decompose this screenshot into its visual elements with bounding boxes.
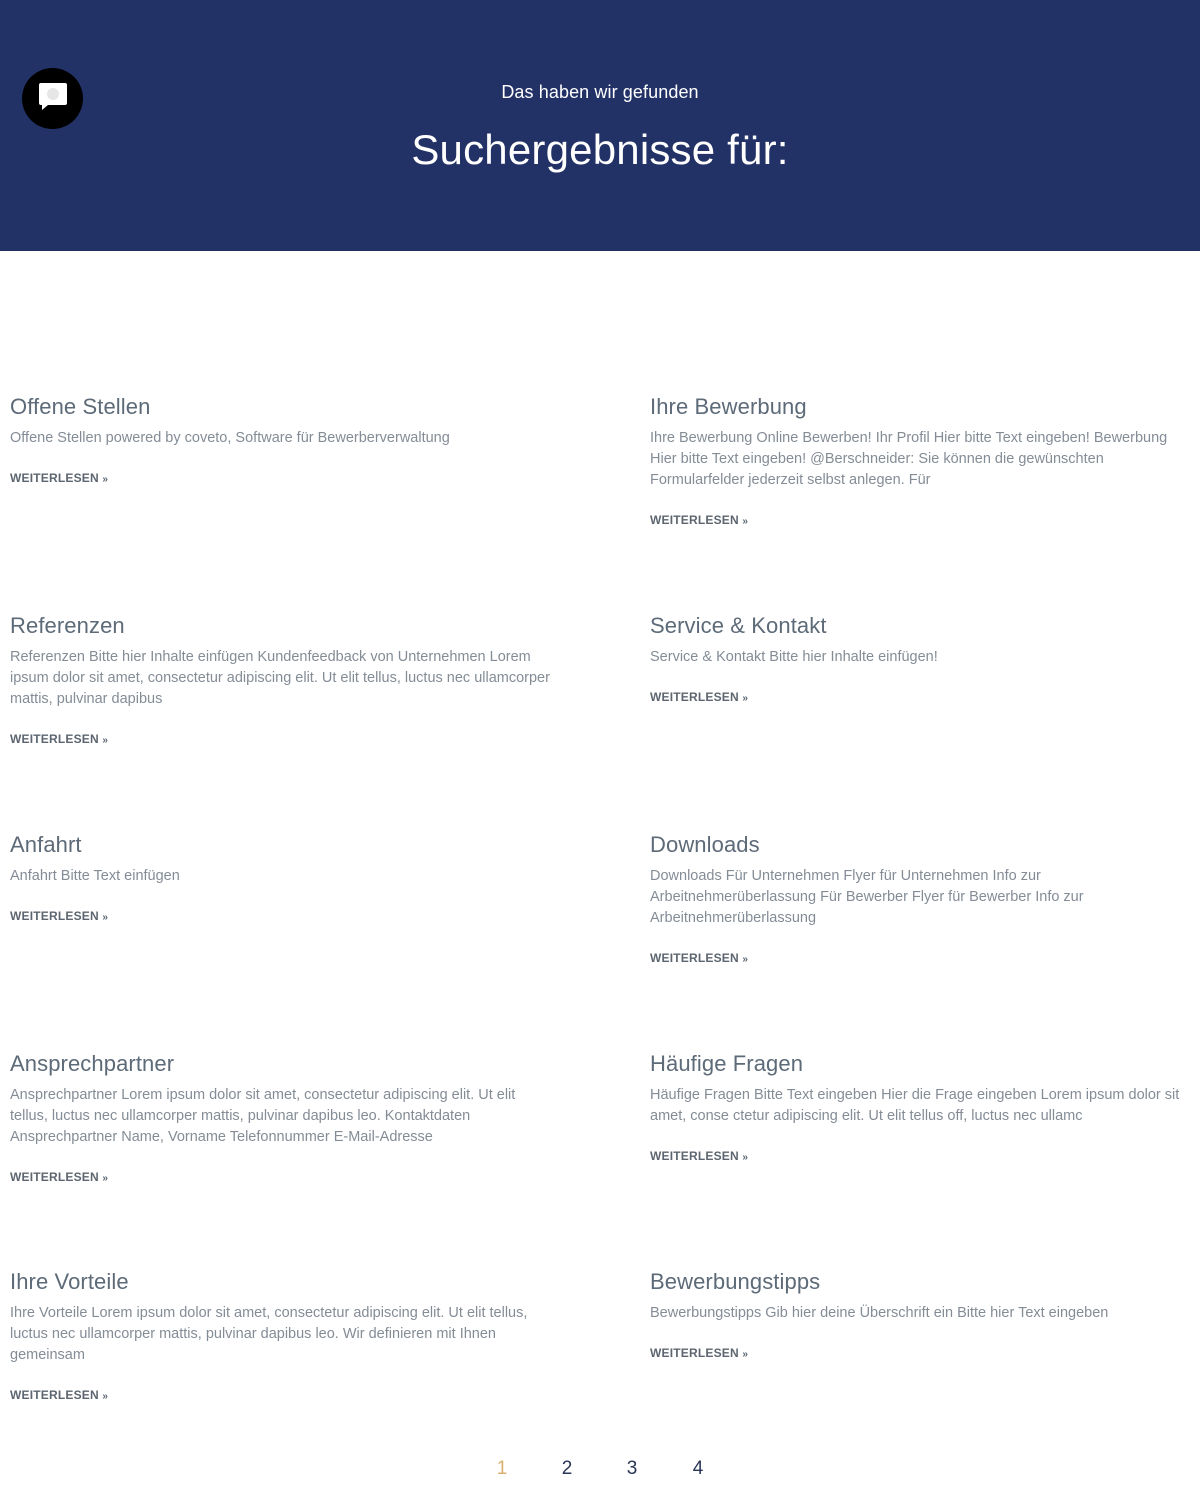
result-title[interactable]: Ihre Bewerbung <box>650 394 807 419</box>
result-title[interactable]: Anfahrt <box>10 832 82 857</box>
read-more-arrow: » <box>742 693 749 704</box>
read-more-link[interactable] <box>10 732 108 746</box>
result-excerpt: Offene Stellen powered by coveto, Software für Bewerberverwaltung <box>10 430 450 446</box>
read-more-link[interactable] <box>650 513 748 527</box>
result-title[interactable]: Offene Stellen <box>10 394 151 419</box>
result-title[interactable]: Ansprechpartner <box>10 1051 175 1076</box>
read-more-arrow: » <box>102 474 109 485</box>
result-item <box>650 1269 1190 1362</box>
result-title[interactable]: Downloads <box>650 832 760 857</box>
read-more-arrow: » <box>742 1349 749 1360</box>
read-more-label: WEITERLESEN <box>10 732 99 746</box>
read-more-link[interactable] <box>650 951 748 965</box>
result-title[interactable]: Service & Kontakt <box>650 613 827 638</box>
page-link[interactable]: 4 <box>692 1458 704 1479</box>
result-item <box>650 1051 1190 1165</box>
page-link-current[interactable]: 1 <box>496 1458 508 1479</box>
result-excerpt: Ihre Bewerbung Online Bewerben! Ihr Profil Hier bitte Text eingeben! Bewerbung Hier bitte Text eingeben! @Berschneider: Sie können die gewünschten Formularfelder jederzeit selbst anlegen. Für <box>650 430 1168 488</box>
hero-kicker: Das haben wir gefunden <box>501 82 699 102</box>
result-excerpt: Referenzen Bitte hier Inhalte einfügen Kundenfeedback von Unternehmen Lorem ipsum dolor sit amet, consectetur adipiscing elit. Ut elit tellus, luctus nec ullamcorper mattis, pulvinar dapibus <box>10 649 550 707</box>
result-title[interactable]: Referenzen <box>10 613 125 638</box>
result-item <box>10 394 555 487</box>
read-more-link[interactable] <box>10 1388 108 1402</box>
page-link[interactable]: 2 <box>561 1458 573 1479</box>
page-title: Suchergebnisse für: <box>411 126 789 173</box>
result-excerpt: Service & Kontakt Bitte hier Inhalte einfügen! <box>650 649 938 665</box>
read-more-label: WEITERLESEN <box>10 909 99 923</box>
result-item <box>650 613 1190 706</box>
read-more-arrow: » <box>102 1391 109 1402</box>
read-more-arrow: » <box>102 912 109 923</box>
read-more-label: WEITERLESEN <box>650 1346 739 1360</box>
read-more-label: WEITERLESEN <box>650 690 739 704</box>
read-more-arrow: » <box>102 1173 109 1184</box>
read-more-link[interactable] <box>650 1149 748 1163</box>
read-more-label: WEITERLESEN <box>650 951 739 965</box>
pagination <box>0 1458 1200 1482</box>
result-item <box>650 394 1190 529</box>
result-item <box>10 832 555 925</box>
read-more-label: WEITERLESEN <box>10 1170 99 1184</box>
read-more-link[interactable] <box>10 471 108 485</box>
page-link[interactable]: 3 <box>626 1458 638 1479</box>
read-more-label: WEITERLESEN <box>10 1388 99 1402</box>
result-excerpt: Downloads Für Unternehmen Flyer für Unternehmen Info zur Arbeitnehmerüberlassung Für Bewerber Flyer für Bewerber Info zur Arbeitnehmerüberlassung <box>650 868 1084 926</box>
result-excerpt: Häufige Fragen Bitte Text eingeben Hier die Frage eingeben Lorem ipsum dolor sit amet, conse ctetur adipiscing elit. Ut elit tellus off, luctus nec ullamc <box>650 1087 1180 1124</box>
result-title[interactable]: Häufige Fragen <box>650 1051 804 1076</box>
read-more-link[interactable] <box>650 1346 748 1360</box>
read-more-arrow: » <box>742 954 749 965</box>
result-excerpt: Ansprechpartner Lorem ipsum dolor sit amet, consectetur adipiscing elit. Ut elit tellus, luctus nec ullamcorper mattis, pulvinar dapibus leo. Kontaktdaten Ansprechpartner Name, Vorname Telefonnummer E-Mail-Adresse <box>10 1087 516 1145</box>
result-item <box>10 613 555 748</box>
result-excerpt: Anfahrt Bitte Text einfügen <box>10 868 180 884</box>
read-more-link[interactable] <box>650 690 748 704</box>
read-more-arrow: » <box>102 735 109 746</box>
result-item <box>10 1051 555 1186</box>
result-item <box>650 832 1190 967</box>
result-title[interactable]: Bewerbungstipps <box>650 1269 821 1294</box>
result-title[interactable]: Ihre Vorteile <box>10 1269 129 1294</box>
result-item <box>10 1269 555 1404</box>
result-excerpt: Ihre Vorteile Lorem ipsum dolor sit amet, consectetur adipiscing elit. Ut elit tellus, luctus nec ullamcorper mattis, pulvinar dapibus leo. Wir definieren mit Ihnen gemeinsam <box>10 1305 528 1363</box>
read-more-label: WEITERLESEN <box>10 471 99 485</box>
read-more-label: WEITERLESEN <box>650 1149 739 1163</box>
result-excerpt: Bewerbungstipps Gib hier deine Überschrift ein Bitte hier Text eingeben <box>650 1305 1109 1321</box>
read-more-arrow: » <box>742 516 749 527</box>
read-more-arrow: » <box>742 1152 749 1163</box>
read-more-link[interactable] <box>10 909 108 923</box>
read-more-label: WEITERLESEN <box>650 513 739 527</box>
read-more-link[interactable] <box>10 1170 108 1184</box>
